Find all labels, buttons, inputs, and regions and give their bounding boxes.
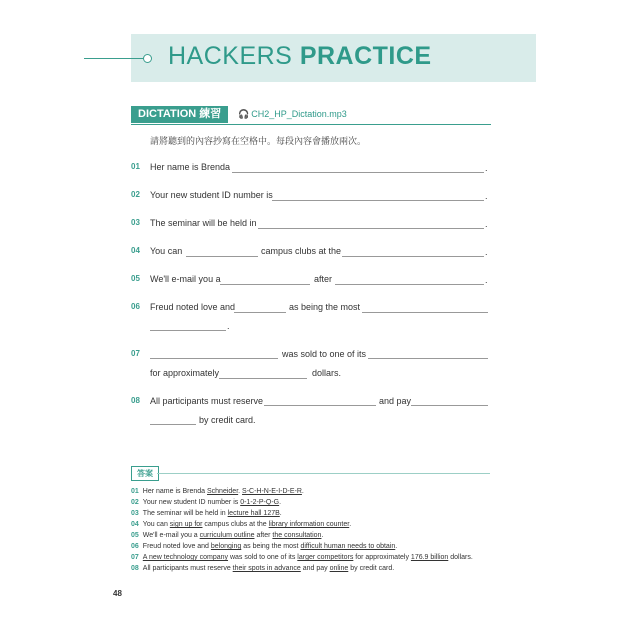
item-text: campus clubs at the <box>261 246 342 256</box>
period: . <box>227 321 230 331</box>
period: . <box>485 163 488 173</box>
answer-text: was sold to one of its <box>228 554 298 561</box>
answer-key-text: larger competitors <box>297 554 354 561</box>
item-number: 06 <box>131 302 140 311</box>
audio-link[interactable]: 🎧 CH2_HP_Dictation.mp3 <box>238 109 347 119</box>
item-text: was sold to one of its <box>282 349 367 359</box>
period: . <box>485 247 488 257</box>
answer-key-text: 176.9 billion <box>410 554 449 561</box>
answer-row <box>131 499 281 506</box>
answer-text: . <box>238 488 243 495</box>
answer-number: 01 <box>131 488 139 495</box>
answer-key-text: the consultation <box>272 532 322 539</box>
item-number: 02 <box>131 190 140 199</box>
item-number: 05 <box>131 274 140 283</box>
answer-blank[interactable] <box>150 424 196 425</box>
item-text: Her name is Brenda <box>150 162 231 172</box>
item-text: for approximately <box>150 368 220 378</box>
item-text: Freud noted love and <box>150 302 236 312</box>
item-number: 07 <box>131 349 140 358</box>
answer-key-text: S-C-H-N-E-I-D-E-R <box>242 488 302 495</box>
answer-key-text: belonging <box>210 543 242 550</box>
answer-key-text: their spots in advance <box>232 565 301 572</box>
answer-number: 04 <box>131 521 139 528</box>
answer-key-text: online <box>329 565 349 572</box>
header-rule <box>84 58 144 59</box>
answer-blank[interactable] <box>258 228 484 229</box>
item-text: by credit card. <box>199 415 256 425</box>
answer-number: 05 <box>131 532 139 539</box>
page-title: HACKERS PRACTICE <box>168 42 432 70</box>
answer-text: dollars. <box>448 554 473 561</box>
instruction: 請將聽到的內容抄寫在空格中。每段內容會播放兩次。 <box>150 136 367 146</box>
answer-blank[interactable] <box>272 200 484 201</box>
answer-blank[interactable] <box>186 256 258 257</box>
item-number: 08 <box>131 396 140 405</box>
answer-text: for approximately <box>353 554 411 561</box>
answer-key-text: A new technology company <box>142 554 229 561</box>
answer-blank[interactable] <box>220 284 310 285</box>
answer-text: after <box>254 532 273 539</box>
answer-key-text: curriculum outline <box>199 532 255 539</box>
item-text: You can <box>150 246 183 256</box>
answer-blank[interactable] <box>150 358 278 359</box>
answer-row <box>131 543 397 550</box>
answer-blank[interactable] <box>335 284 484 285</box>
answers-label: 答案 <box>131 466 159 481</box>
answer-key-text: 0-1-2-P-Q-G <box>240 499 280 506</box>
answer-row <box>131 565 394 572</box>
answer-blank[interactable] <box>150 330 226 331</box>
answer-number: 07 <box>131 554 139 561</box>
answer-key-text: lecture hall 127B <box>227 510 280 517</box>
section-rule <box>131 124 491 125</box>
answer-text: . <box>321 532 324 539</box>
answer-row <box>131 510 282 517</box>
item-text: and pay <box>379 396 412 406</box>
answer-text: . <box>279 510 282 517</box>
item-text: as being the most <box>289 302 361 312</box>
answer-text: Freud noted love and <box>142 543 211 550</box>
answer-number: 03 <box>131 510 139 517</box>
answer-text: . <box>279 499 282 506</box>
item-number: 03 <box>131 218 140 227</box>
answer-text: All participants must reserve <box>142 565 233 572</box>
answer-key-text: difficult human needs to obtain <box>300 543 396 550</box>
item-text: dollars. <box>312 368 342 378</box>
item-text: We'll e-mail you a <box>150 274 221 284</box>
answer-row <box>131 488 304 495</box>
answer-text: . <box>301 488 304 495</box>
answer-text: The seminar will be held in <box>142 510 228 517</box>
period: . <box>485 191 488 201</box>
answer-number: 06 <box>131 543 139 550</box>
item-number: 01 <box>131 162 140 171</box>
answer-key-text: library information counter <box>268 521 350 528</box>
period: . <box>485 219 488 229</box>
item-text: Your new student ID number is <box>150 190 273 200</box>
answer-number: 08 <box>131 565 139 572</box>
answer-number: 02 <box>131 499 139 506</box>
answer-text: . <box>349 521 352 528</box>
answer-text: You can <box>142 521 170 528</box>
answer-text: and pay <box>300 565 330 572</box>
item-number: 04 <box>131 246 140 255</box>
header-bullet <box>143 54 152 63</box>
answer-text: campus clubs at the <box>202 521 269 528</box>
answer-text: by credit card. <box>348 565 395 572</box>
answer-row <box>131 554 473 561</box>
answer-text: Your new student ID number is <box>142 499 241 506</box>
answer-blank[interactable] <box>234 312 286 313</box>
dictation-tag: DICTATION 練習 <box>131 106 228 123</box>
answer-blank[interactable] <box>232 172 484 173</box>
headphones-icon: 🎧 <box>238 109 250 119</box>
answer-text: Her name is Brenda <box>142 488 207 495</box>
answer-text: We'll e-mail you a <box>142 532 200 539</box>
answer-text: . <box>395 543 398 550</box>
answers-rule <box>157 473 490 474</box>
answer-row <box>131 521 351 528</box>
answer-text: as being the most <box>241 543 301 550</box>
answer-blank[interactable] <box>411 405 488 406</box>
item-text: All participants must reserve <box>150 396 264 406</box>
item-text: The seminar will be held in <box>150 218 257 228</box>
answer-blank[interactable] <box>362 312 488 313</box>
answer-key-text: sign up for <box>169 521 203 528</box>
answer-blank[interactable] <box>368 358 488 359</box>
answer-blank[interactable] <box>219 378 307 379</box>
page-number: 48 <box>113 589 122 598</box>
period: . <box>485 275 488 285</box>
answer-blank[interactable] <box>342 256 484 257</box>
answer-row <box>131 532 323 539</box>
answer-blank[interactable] <box>264 405 376 406</box>
answer-key-text: Schneider <box>207 488 239 495</box>
item-text: after <box>314 274 333 284</box>
